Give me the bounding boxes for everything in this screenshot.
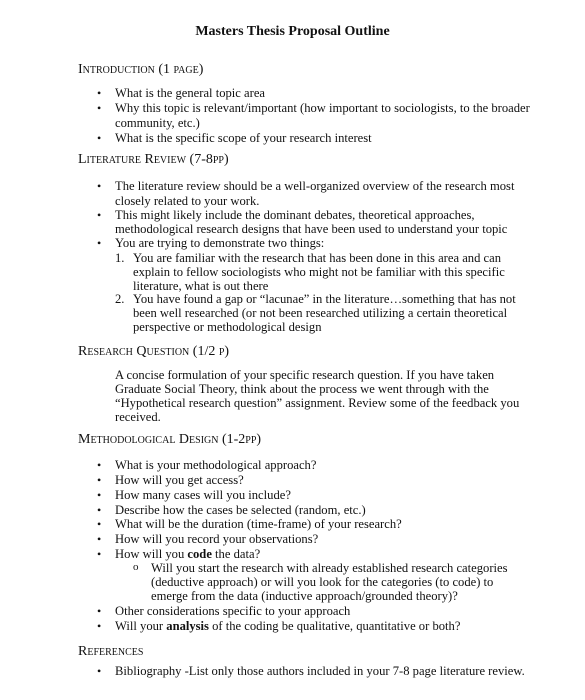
text-run: the data? [211,547,261,561]
sub-list-item-continuation: emerge from the data (inductive approach/grounded theory)? [151,589,458,603]
list-item: • What is the specific scope of your research interest [115,131,372,146]
sub-list-item-continuation: (deductive approach) or will you look for the categories (to code) to [151,575,494,589]
paragraph-line: received. [115,410,161,424]
numbered-item-continuation: explain to fellow sociologists who might not be familiar with this specific [133,265,505,279]
list-item: • How will you get access? [115,473,244,488]
introduction-heading: Introduction (1 page) [78,62,204,77]
document-title: Masters Thesis Proposal Outline [195,24,390,39]
text-run: How will you [115,547,188,561]
list-item: • What is the general topic area [115,86,265,101]
list-number: 1. [115,251,125,265]
paragraph-line: A concise formulation of your specific research question. If you have taken [115,368,495,382]
list-number: 2. [115,292,125,306]
numbered-item: You have found a gap or “lacunae” in the literature…something that has not [133,292,516,306]
numbered-item-continuation: literature, what is out there [133,279,269,293]
numbered-item-continuation: been well researched (or not been researched utilizing a certain theoretical [133,306,508,320]
list-item: • How many cases will you include? [115,488,291,503]
bold-text: analysis [166,619,209,633]
list-item-continuation: community, etc.) [115,116,200,130]
references-heading: References [78,644,144,659]
list-item: • What will be the duration (time-frame) of your research? [115,517,402,532]
list-item: • What is your methodological approach? [115,458,316,473]
methodological-heading: Methodological Design (1-2pp) [78,432,262,447]
literature-heading: Literature Review (7-8pp) [78,152,229,167]
text-run: Will your [115,619,167,633]
list-item: • How will you record your observations? [115,532,318,547]
list-item-analysis [115,619,460,634]
paragraph-line: Graduate Social Theory, think about the process we went through with the [115,382,489,396]
list-item-continuation: closely related to your work. [115,194,260,208]
numbered-item: You are familiar with the research that has been done in this area and can [133,251,501,265]
list-item: • The literature review should be a well-organized overview of the research most [115,179,514,194]
text-run: of the coding be qualitative, quantitative or both? [208,619,461,633]
list-item: • You are trying to demonstrate two things: [115,236,324,251]
list-item: • Describe how the cases be selected (random, etc.) [115,503,366,518]
list-item: • This might likely include the dominant debates, theoretical approaches, [115,208,475,223]
numbered-item-continuation: perspective or methodological design [133,320,322,334]
sub-list-item: o Will you start the research with already established research categories [151,561,508,576]
list-item: • Other considerations specific to your approach [115,604,350,619]
list-item: • Why this topic is relevant/important (how important to sociologists, to the broader [115,101,530,116]
list-item: • Bibliography -List only those authors included in your 7-8 page literature review. [115,664,525,679]
research-question-heading: Research Question (1/2 p) [78,344,230,359]
bold-text: code [187,547,212,561]
paragraph-line: “Hypothetical research question” assignment. Review some of the feedback you [115,396,520,410]
list-item-continuation: methodological research designs that have been used to understand your topic [115,222,508,236]
